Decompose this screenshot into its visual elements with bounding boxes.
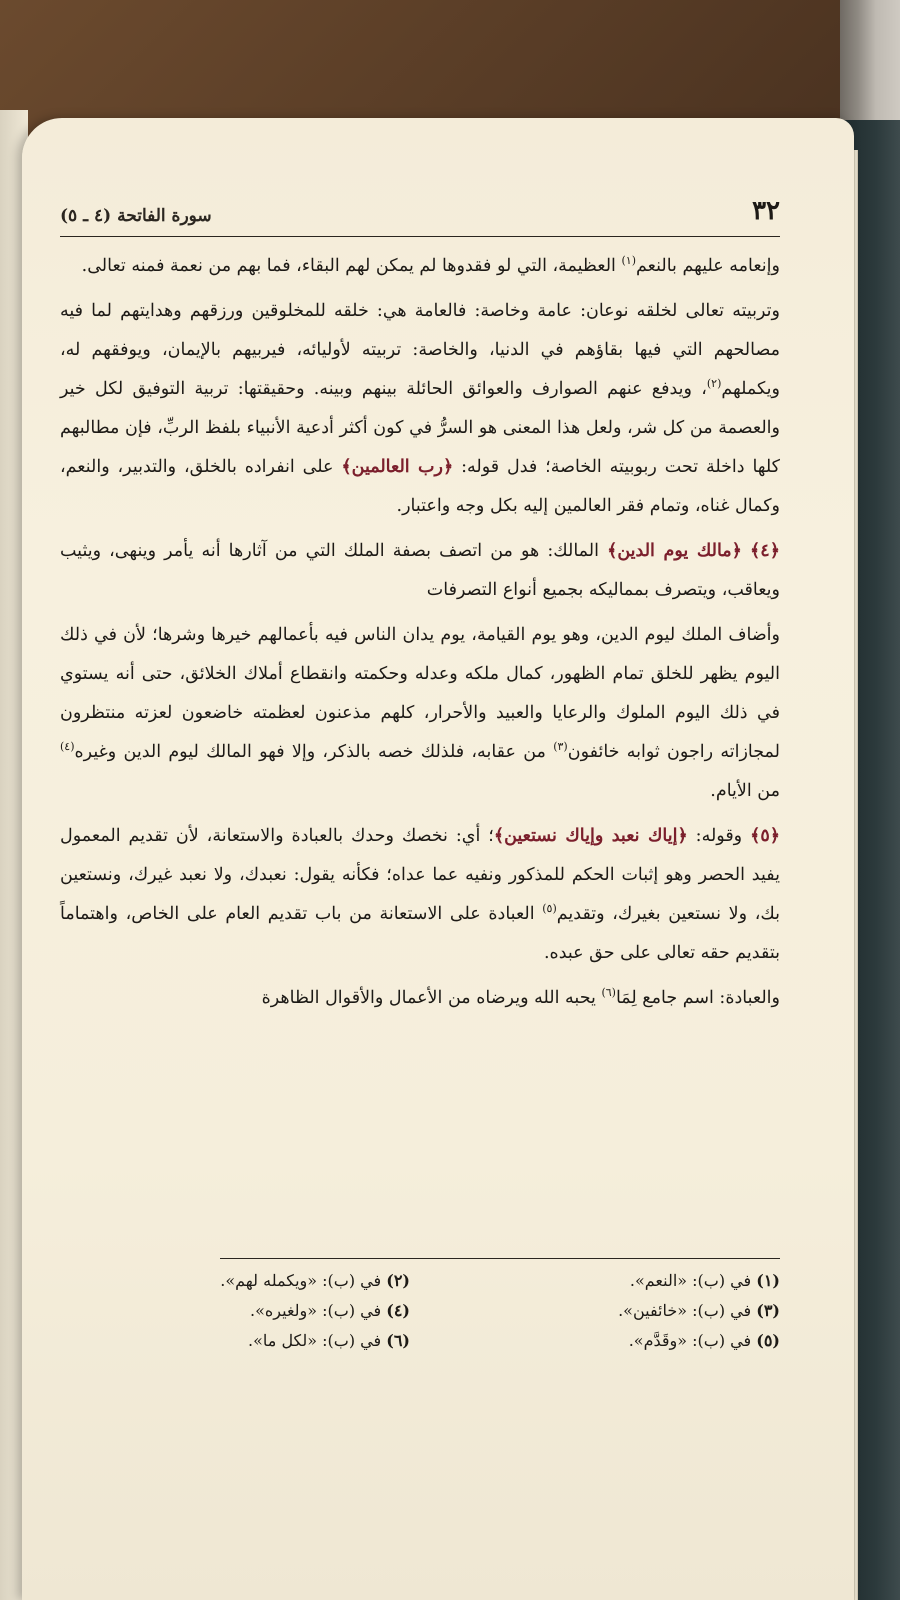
verse-quote: ﴿مالك يوم الدين﴾ [607, 541, 742, 561]
verse-number: ﴿٤﴾ [750, 541, 780, 561]
verse-quote: ﴿رب العالمين﴾ [341, 457, 454, 477]
footnotes [60, 1258, 780, 1355]
footnote-grid [60, 1267, 780, 1355]
footnote-item: (٣) في (ب): «خائفين». [618, 1301, 780, 1320]
footnote-rule [220, 1258, 780, 1259]
page-number: ٣٢ [752, 196, 780, 226]
paragraph-1: وإنعامه عليهم بالنعم$^{(١)}$ العظيمة، التي لو فقدوها لم يمكن لهم البقاء، فما بهم من نعمة فمنه تعالى. [81, 254, 780, 276]
paragraph-verse-4: ﴿٤﴾ ﴿مالك يوم الدين﴾ المالك: هو من اتصف بصفة الملك التي من آثارها أنه يأمر وينهى، ويثيب ويعاقب، ويتصرف بمماليكه بجميع أنواع التصرفات [60, 541, 780, 600]
paragraph-verse-5: ﴿٥﴾ وقوله: ﴿إياك نعبد وإياك نستعين﴾؛ أي: نخصك وحدك بالعبادة والاستعانة، لأن تقديم المعمول يفيد الحصر وهو إثبات الحكم للمذكور ونفيه عما عداه؛ فكأنه يقول: نعبدك، ولا نعبد غيرك، ونستعين بك، ولا نستعين بغيرك، وتقديم$^{(٥)}$ العبادة على الاستعانة من باب تقديم العام على الخاص، واهتماماً بتقديم حقه تعالى على حق عبده. [60, 826, 781, 963]
paragraph-4: والعبادة: اسم جامع لِمَا$^{(٦)}$ يحبه الله ويرضاه من الأعمال والأقوال الظاهرة [261, 986, 780, 1008]
verse-number: ﴿٥﴾ [750, 826, 781, 846]
paragraph-2: وتربيته تعالى لخلقه نوعان: عامة وخاصة: فالعامة هي: خلقه للمخلوقين ورزقهم وهدايتهم لما فيه مصالحهم التي فيها بقاؤهم في الدنيا، والخاصة: تربيته لأوليائه، فيربيهم بالإيمان، ويوفقهم له، ويكملهم$^{(٢)}$، ويدفع عنهم الصوارف والعوائق الحائلة بينهم وبينه. وحقيقتها: تربية التوفيق لكل خير والعصمة من كل شر، ولعل هذا المعنى هو السرُّ في كون أكثر أدعية الأنبياء بلفظ الربِّ، فإن مطالبهم كلها داخلة تحت ربوبيته الخاصة؛ فدل قوله: ﴿رب العالمين﴾ على انفراده بالخلق، والتدبير، والنعم، وكمال غناه، وتمام فقر العالمين إليه بكل وجه واعتبار. [60, 301, 780, 516]
running-title: سورة الفاتحة (٤ ـ ٥) [60, 206, 212, 226]
footnote-item: (٥) في (ب): «وقَدَّم». [628, 1331, 780, 1350]
footnote-item: (١) في (ب): «النعم». [629, 1271, 780, 1290]
page-header [60, 170, 780, 230]
footnote-item: (٢) في (ب): «ويكمله لهم». [220, 1271, 410, 1290]
verse-quote: ﴿إياك نعبد وإياك نستعين﴾ [493, 826, 688, 846]
footnote-item: (٦) في (ب): «لكل ما». [248, 1331, 410, 1350]
footnote-item: (٤) في (ب): «ولغيره». [250, 1301, 410, 1320]
page-content [60, 170, 780, 1430]
paragraph-3: وأضاف الملك ليوم الدين، وهو يوم القيامة، يوم يدان الناس فيه بأعمالهم خيرها وشرها؛ لأن في ذلك اليوم يظهر للخلق تمام الظهور، كمال ملكه وعدله وحكمته وانقطاع أملاك الخلائق، حتى أنه يستوي في ذلك اليوم الملوك والرعايا والعبيد والأحرار، كلهم مذعنون لعظمته خاضعون لعزته منتظرون لمجازاته راجون ثوابه خائفون$^{(٣)}$ من عقابه، فلذلك خصه بالذكر، وإلا فهو المالك ليوم الدين وغيره$^{(٤)}$ من الأيام. [60, 625, 781, 801]
header-rule [60, 236, 780, 237]
